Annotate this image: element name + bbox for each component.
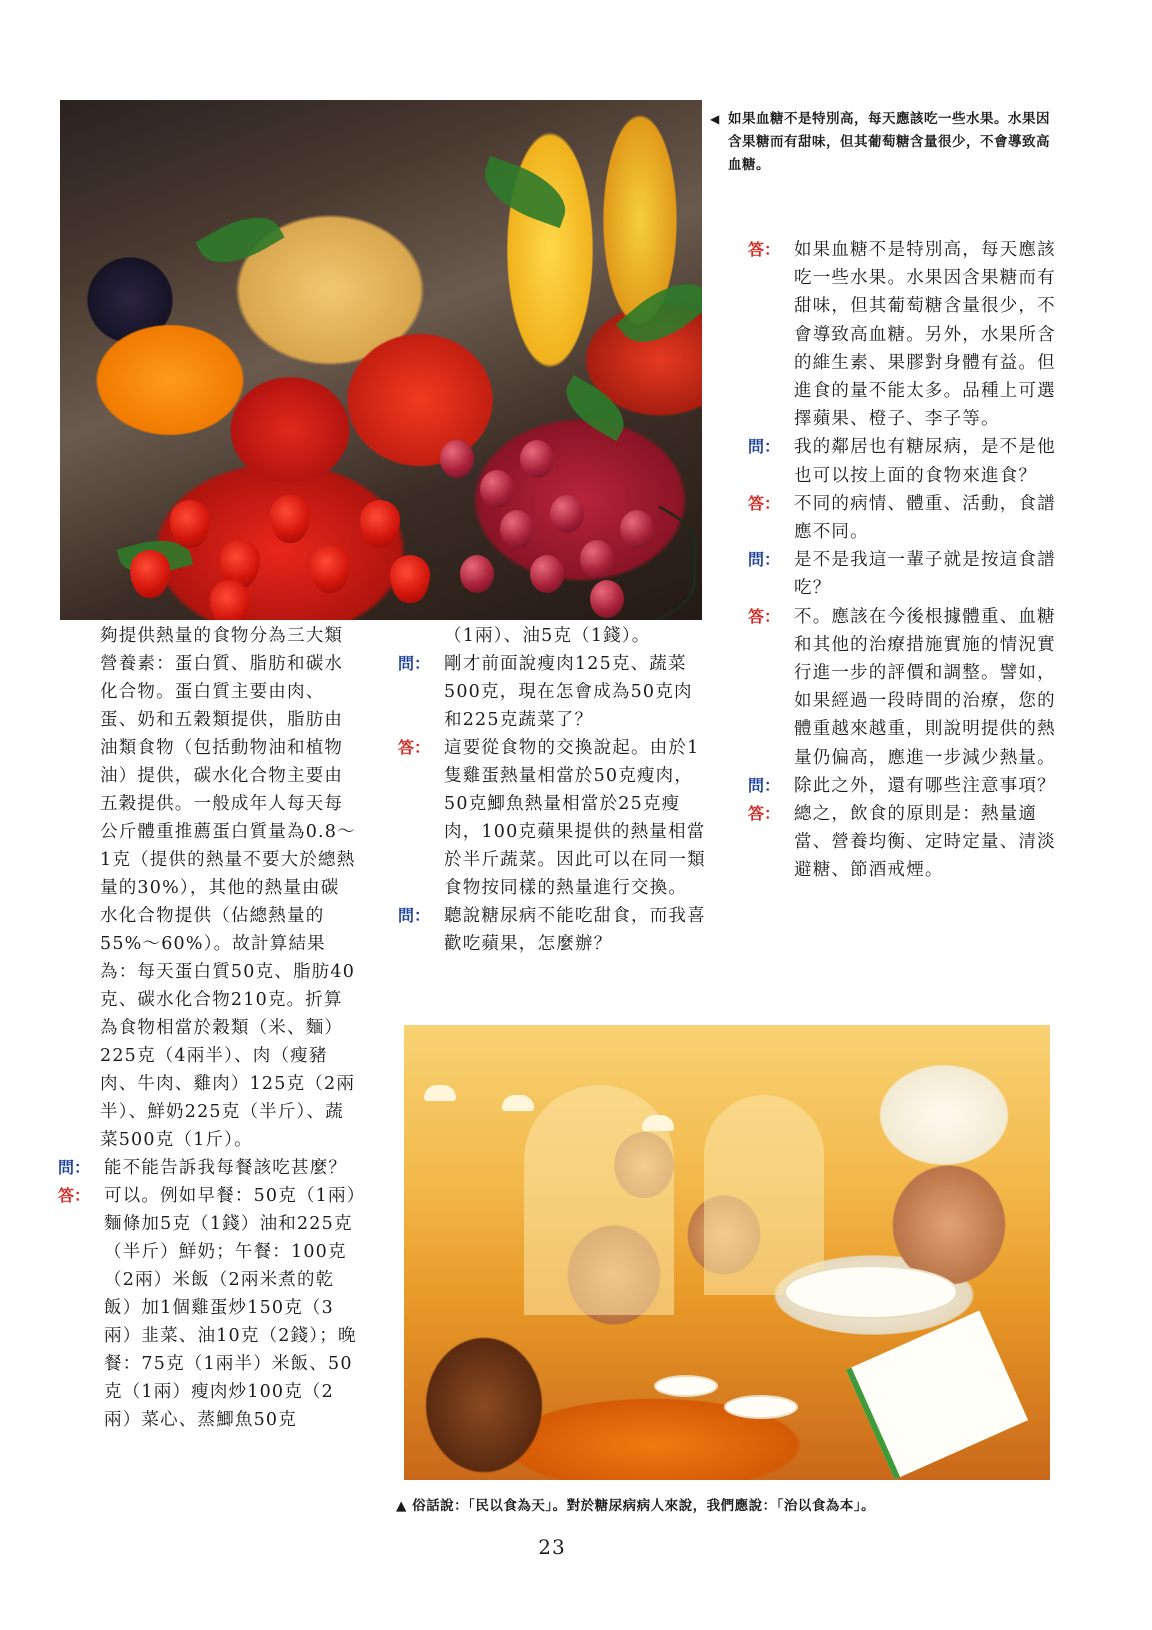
answer-block [398,734,708,902]
answer-block [748,236,1058,433]
answer-block [748,603,1058,772]
answer-label: 答： [398,738,431,757]
question-block [398,650,708,734]
answer-label: 答： [748,606,781,626]
ask-label: 問： [748,550,781,570]
continued-text: （1兩）、油5克（1錢）。 [444,626,651,646]
left-text-column [58,622,358,1434]
question-text: 聽說糖尿病不能吃甜食，而我喜歡吃蘋果，怎麼辦？ [444,906,706,954]
question-block [398,902,708,958]
answer-text: 如果血糖不是特別高，每天應該吃一些水果。水果因含果糖而有甜味，但其葡萄糖含量很少，不會導致高血糖。另外，水果所含的維生素、果膠對身體有益。但進食的量不能太多。品種上可選擇蘋果、橙子、李子等。 [794,240,1056,430]
answer-text: 不。應該在今後根據體重、血糖和其他的治療措施實施的情況實行進一步的評價和調整。譬如，如果經過一段時間的治療，您的體重越來越重，則說明提供的熱量仍偏高，應進一步減少熱量。 [794,606,1056,768]
fruit-photo [60,100,702,620]
page-number: 23 [538,1535,566,1559]
answer-label: 答： [748,240,781,259]
question-block [748,433,1058,489]
question-block [748,772,1058,800]
answer-block [58,1182,358,1434]
answer-label: 答： [58,1186,91,1205]
ask-label: 問： [398,654,431,673]
restaurant-photo [404,1025,1050,1480]
question-text: 我的鄰居也有糖尿病，是不是他也可以按上面的食物來進食？ [794,437,1056,486]
answer-label: 答： [748,804,781,824]
question-text: 除此之外，還有哪些注意事項？ [794,775,1056,796]
answer-label: 答： [748,493,781,513]
ask-label: 問： [398,906,431,925]
up-triangle-icon: ▲ [396,1498,407,1514]
fruit-photo-caption [710,108,1058,177]
middle-text-column [398,622,708,958]
ask-label: 問： [58,1158,91,1177]
ask-label: 問： [748,437,781,457]
restaurant-photo-caption [396,1494,1096,1514]
fruit-caption-text: 如果血糖不是特別高，每天應該吃一些水果。水果因含果糖而有甜味，但其葡萄糖含量很少，不會導致高血糖。 [728,111,1050,173]
intro-paragraph: 夠提供熱量的食物分為三大類營養素：蛋白質、脂肪和碳水化合物。蛋白質主要由肉、蛋、奶和五穀類提供，脂肪由油類食物（包括動物油和植物油）提供，碳水化合物主要由五穀提供。一般成年人每天每公斤體重推薦蛋白質量為0.8～1克（提供的熱量不要大於總熱量的30%），其他的熱量由碳水化合物提供（佔總熱量的55%～60%）。故計算結果為：每天蛋白質50克、脂肪40克、碳水化合物210克。折算為食物相當於穀類（米、麵）225克（4兩半）、肉（瘦豬肉、牛肉、雞肉）125克（2兩半）、鮮奶225克（半斤）、蔬菜500克（1斤）。 [100,626,356,1150]
answer-text: 不同的病情、體重、活動，食譜應不同。 [794,493,1056,543]
answer-block [748,800,1058,885]
question-text: 能不能告訴我每餐該吃甚麼？ [104,1158,348,1178]
left-triangle-icon: ◀ [710,112,720,126]
answer-block [748,490,1058,546]
answer-text: 這要從食物的交換說起。由於1隻雞蛋熱量相當於50克瘦肉，50克鯽魚熱量相當於25克瘦肉，100克蘋果提供的熱量相當於半斤蔬菜。因此可以在同一類食物按同樣的熱量進行交換。 [444,738,706,898]
question-text: 是不是我這一輩子就是按這食譜吃？ [794,550,1056,599]
restaurant-caption-text: 俗話說：「民以食為天」。對於糖尿病病人來說，我們應說：「治以食為本」。 [412,1498,876,1514]
question-text: 剛才前面說瘦肉125克、蔬菜500克，現在怎會成為50克肉和225克蔬菜了？ [444,654,693,730]
answer-text: 總之，飲食的原則是：熱量適當、營養均衡、定時定量、清淡避糖、節酒戒煙。 [794,804,1056,881]
ask-label: 問： [748,775,781,795]
right-text-column [748,236,1058,885]
question-block [58,1154,358,1182]
question-block [748,546,1058,602]
answer-text: 可以。例如早餐：50克（1兩）麵條加5克（1錢）油和225克（半斤）鮮奶；午餐：100克（2兩）米飯（2兩米煮的乾飯）加1個雞蛋炒150克（3兩）韭菜、油10克（2錢）；晚餐：75克（1兩半）米飯、50克（1兩）瘦肉炒100克（2兩）菜心、蒸鯽魚50克 [104,1186,357,1430]
